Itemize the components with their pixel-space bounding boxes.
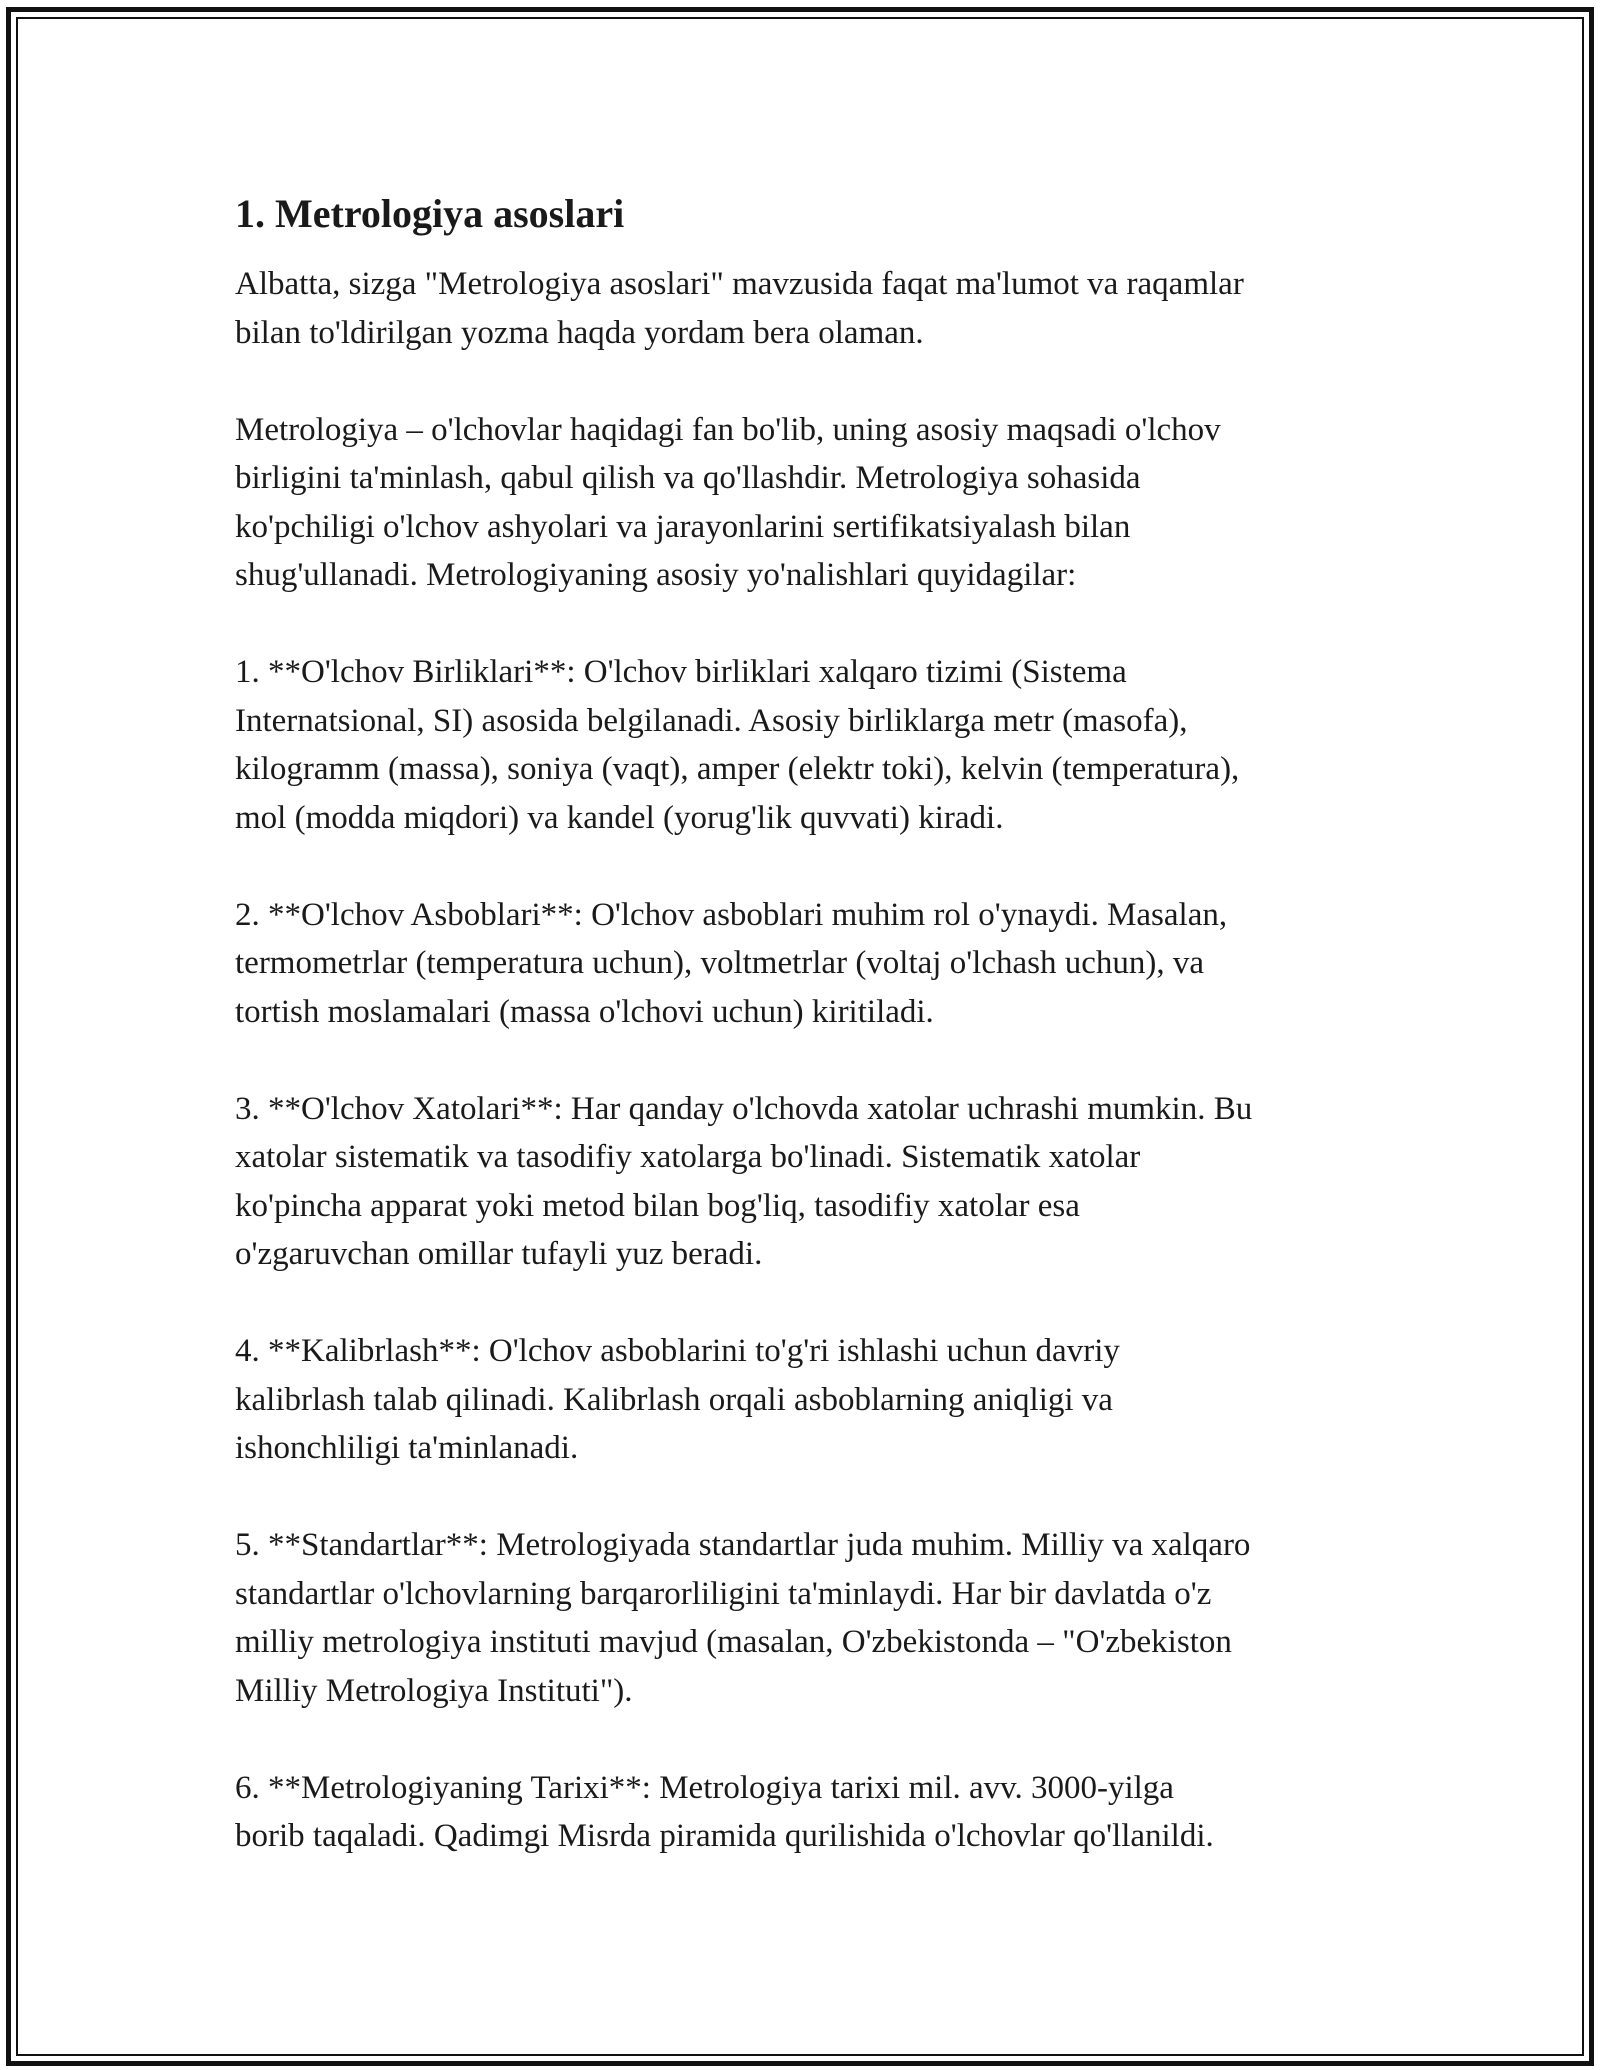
paragraph-item-6 [235,1764,1385,1861]
text-line: ko'pchiligi o'lchov ashyolari va jarayonlarini sertifikatsiyalash bilan [235,508,1131,545]
paragraph-item-3 [235,1085,1385,1279]
paragraph-item-5 [235,1521,1385,1715]
text-line: borib taqaladi. Qadimgi Misrda piramida qurilishida o'lchovlar qo'llanildi. [235,1818,1214,1854]
document-heading: 1. Metrologiya asoslari [235,191,625,236]
text-line: milliy metrologiya instituti mavjud (masalan, O'zbekistonda – "O'zbekiston [235,1624,1232,1660]
text-line: 1. **O'lchov Birliklari**: O'lchov birliklari xalqaro tizimi (Sistema [235,654,1127,690]
text-line: 4. **Kalibrlash**: O'lchov asboblarini to'g'ri ishlashi uchun davriy [235,1333,1120,1369]
text-line: 2. **O'lchov Asboblari**: O'lchov asboblari muhim rol o'ynaydi. Masalan, [235,896,1228,933]
text-line: tortish moslamalari (massa o'lchovi uchun) kiritiladi. [235,993,934,1030]
text-line: 5. **Standartlar**: Metrologiyada standartlar juda muhim. Milliy va xalqaro [235,1527,1251,1563]
text-line: Milliy Metrologiya Instituti"). [235,1672,633,1709]
text-line: kilogramm (massa), soniya (vaqt), amper (elektr toki), kelvin (temperatura), [235,751,1240,787]
text-line: Internatsional, SI) asosida belgilanadi. Asosiy birliklarga metr (masofa), [235,702,1188,739]
text-line: kalibrlash talab qilinadi. Kalibrlash orqali asboblarning aniqligi va [235,1381,1113,1418]
text-line: 3. **O'lchov Xatolari**: Har qanday o'lchovda xatolar uchrashi mumkin. Bu [235,1090,1253,1127]
text-line: termometrlar (temperatura uchun), voltmetrlar (voltaj o'lchash uchun), va [235,945,1204,981]
text-line: mol (modda miqdori) va kandel (yorug'lik quvvati) kiradi. [235,799,1004,836]
paragraph-intro [235,260,1385,357]
document-body [235,188,1385,1909]
text-line: 6. **Metrologiyaning Tarixi**: Metrologiya tarixi mil. avv. 3000-yilga [235,1769,1174,1806]
paragraph-item-2 [235,891,1385,1037]
text-line: Metrologiya – o'lchovlar haqidagi fan bo'lib, uning asosiy maqsadi o'lchov [235,411,1221,448]
text-line: bilan to'ldirilgan yozma haqda yordam bera olaman. [235,314,924,351]
text-line: ishonchliligi ta'minlanadi. [235,1430,579,1466]
text-line: birligini ta'minlash, qabul qilish va qo'llashdir. Metrologiya sohasida [235,460,1141,496]
text-line: shug'ullanadi. Metrologiyaning asosiy yo'nalishlari quyidagilar: [235,557,1077,593]
text-line: Albatta, sizga "Metrologiya asoslari" mavzusida faqat ma'lumot va raqamlar [235,266,1244,302]
text-line: xatolar sistematik va tasodifiy xatolarga bo'linadi. Sistematik xatolar [235,1139,1141,1175]
text-line: ko'pincha apparat yoki metod bilan bog'liq, tasodifiy xatolar esa [235,1187,1080,1224]
paragraph-item-4 [235,1327,1385,1473]
paragraph-definition [235,406,1385,600]
text-line: standartlar o'lchovlarning barqarorliligini ta'minlaydi. Har bir davlatda o'z [235,1575,1212,1612]
paragraph-item-1 [235,648,1385,842]
text-line: o'zgaruvchan omillar tufayli yuz beradi. [235,1236,763,1272]
